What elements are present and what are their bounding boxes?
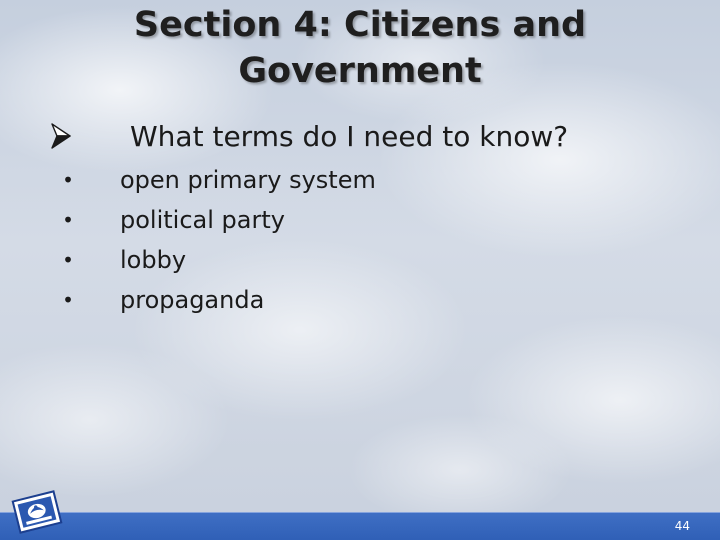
term-text: political party — [120, 206, 285, 234]
bullet-icon: • — [62, 248, 74, 272]
arrow-bullet-icon — [50, 122, 72, 150]
list-item — [60, 160, 620, 200]
bullet-icon: • — [62, 168, 74, 192]
term-text: lobby — [120, 246, 187, 274]
bullet-icon: • — [62, 288, 74, 312]
slide-title: Section 4: Citizens and Government — [133, 5, 587, 91]
term-text: propaganda — [120, 286, 265, 314]
list-item — [60, 240, 620, 280]
question-row — [50, 118, 670, 158]
louisiana-seal-icon — [8, 490, 66, 534]
list-item — [60, 280, 620, 320]
question-text: What terms do I need to know? — [130, 120, 569, 153]
terms-list — [60, 160, 620, 320]
footer-bar — [0, 512, 720, 540]
bullet-icon: • — [62, 208, 74, 232]
list-item — [60, 200, 620, 240]
term-text: open primary system — [120, 166, 376, 194]
page-number: 44 — [674, 519, 690, 533]
